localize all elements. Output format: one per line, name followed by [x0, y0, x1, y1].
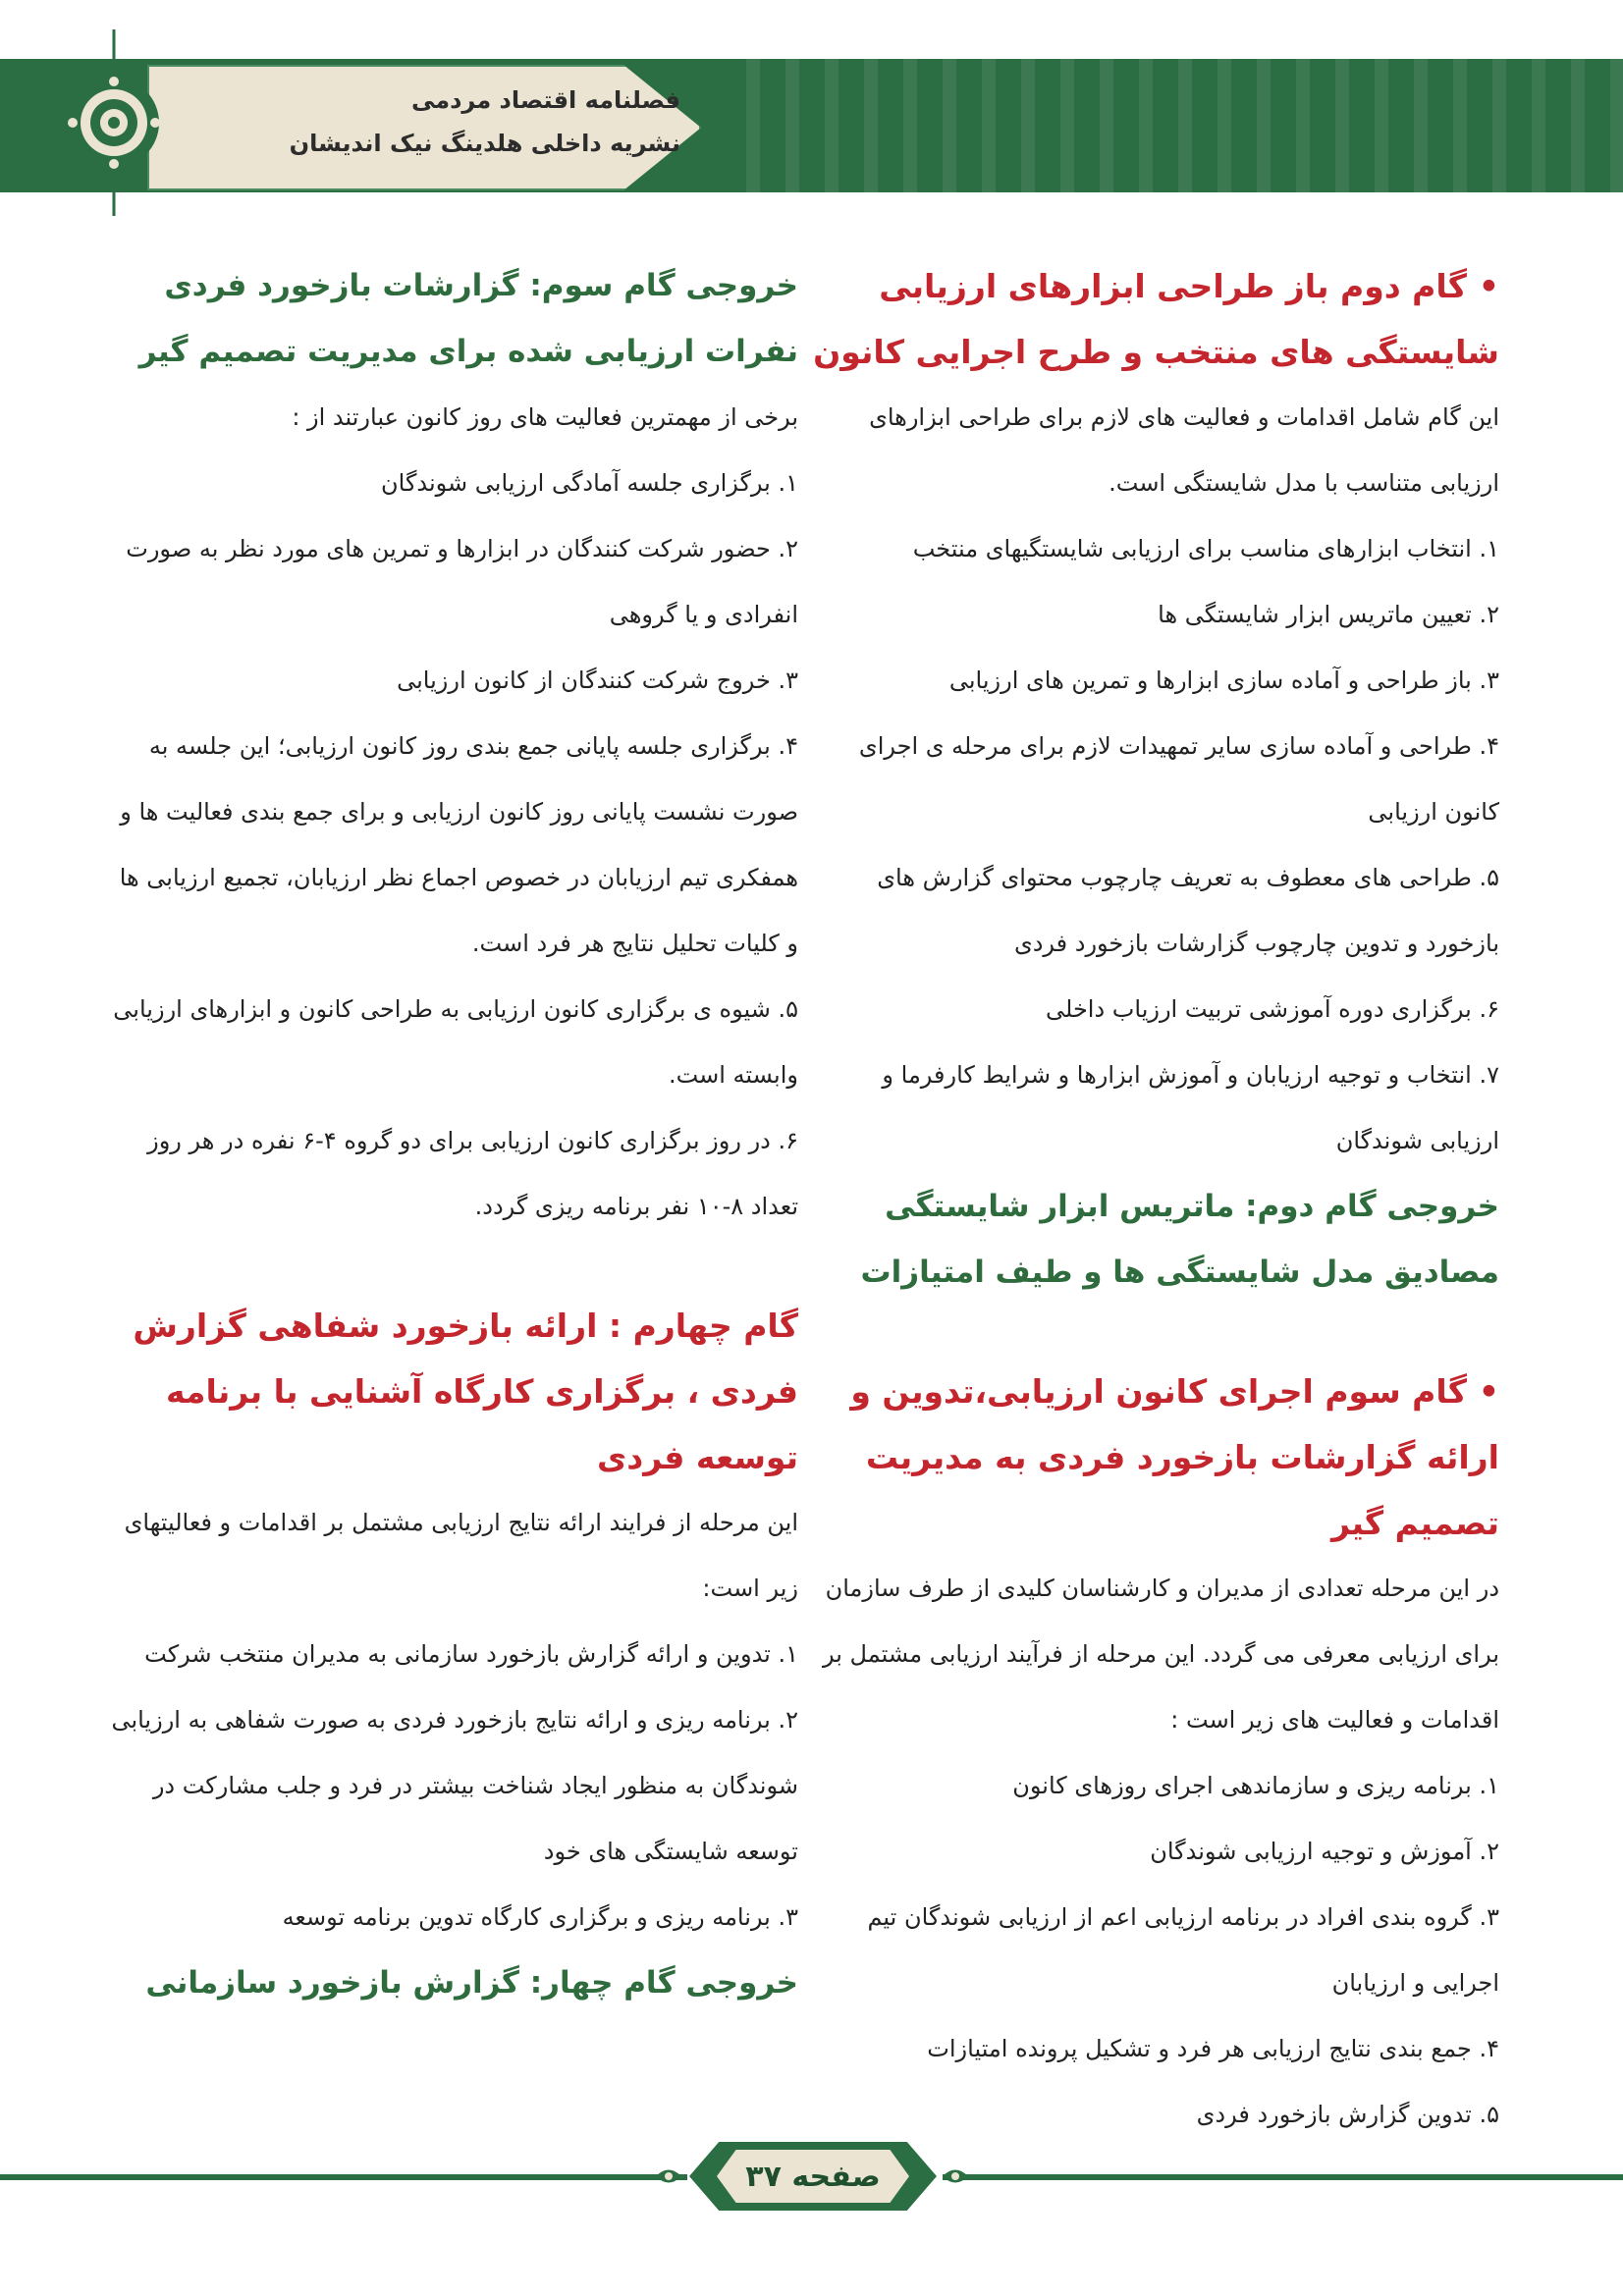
leaf-ornament-icon [941, 2162, 970, 2191]
list-item: ۲. آموزش و توجیه ارزیابی شوندگان [1150, 1838, 1499, 1865]
step4-intro: این مرحله از فرایند ارائه نتایج ارزیابی مشتمل بر اقدامات و فعالیتهای زیر است: [124, 1509, 798, 1602]
step3-output-intro: برخی از مهمترین فعالیت های روز کانون عبارتند از : [292, 403, 798, 431]
list-item: ۲. حضور شرکت کنندگان در ابزارها و تمرین های مورد نظر به صورت انفرادی و یا گروهی [126, 535, 798, 628]
publication-title: فصلنامه اقتصاد مردمی [410, 86, 680, 114]
spacer [812, 1306, 1499, 1359]
step3-heading-text: گام سوم اجرای کانون ارزیابی،تدوین و ارائه گزارشات بازخورد فردی به مدیریت تصمیم گیر [850, 1372, 1499, 1542]
left-column [111, 253, 798, 2016]
list-item: ۵. تدوین گزارش بازخورد فردی [1196, 2101, 1499, 2128]
bullet-icon: • [1478, 267, 1499, 305]
step4-list [111, 1622, 798, 1950]
step4-output: خروجی گام چهار: گزارش بازخورد سازمانی [145, 1965, 798, 2001]
list-item: ۱. انتخاب ابزارهای مناسب برای ارزیابی شایستگیهای منتخب [912, 535, 1499, 562]
step3-output-heading: خروجی گام سوم: گزارشات بازخورد فردی نفرات ارزیابی شده برای مدیریت تصمیم گیر [138, 268, 798, 369]
list-item: ۶. در روز برگزاری کانون ارزیابی برای دو گروه ۴-۶ نفره در هر روز تعداد ۸-۱۰ نفر برنامه ریزی گردد. [147, 1127, 798, 1220]
list-item: ۷. انتخاب و توجیه ارزیابان و آموزش ابزارها و شرایط کارفرما و ارزیابی شوندگان [882, 1061, 1499, 1154]
publication-subtitle: نشریه داخلی هلدینگ نیک اندیشان [289, 130, 680, 157]
step2-heading-text: گام دوم باز طراحی ابزارهای ارزیابی شایستگی های منتخب و طرح اجرایی کانون [813, 267, 1499, 371]
list-item: ۱. تدوین و ارائه گزارش بازخورد سازمانی به مدیران منتخب شرکت [144, 1640, 798, 1668]
list-item: ۵. طراحی های معطوف به تعریف چارچوب محتوای گزارش های بازخورد و تدوین چارچوب گزارشات بازخورد فردی [877, 864, 1499, 957]
list-item: ۱. برنامه ریزی و سازماندهی اجرای روزهای کانون [1012, 1772, 1499, 1799]
list-item: ۶. برگزاری دوره آموزشی تربیت ارزیاب داخلی [1046, 995, 1499, 1023]
center-day-activities-list [111, 451, 798, 1240]
footer-rule-left [0, 2174, 687, 2180]
ornamental-medallion-icon [65, 29, 163, 216]
spacer [111, 1240, 798, 1293]
step3-heading [812, 1359, 1499, 1556]
list-item: ۲. تعیین ماتریس ابزار شایستگی ها [1158, 601, 1499, 628]
header-stripes [746, 59, 1623, 192]
bullet-icon: • [1478, 1372, 1499, 1411]
footer-rule-right [943, 2174, 1623, 2180]
list-item: ۵. شیوه ی برگزاری کانون ارزیابی به طراحی کانون و ابزارهای ارزیابی وابسته است. [113, 995, 798, 1089]
page-number: صفحه ۳۷ [745, 2160, 881, 2194]
list-item: ۳. باز طراحی و آماده سازی ابزارها و تمرین های ارزیابی [948, 667, 1499, 694]
step2-heading [812, 253, 1499, 385]
right-column [812, 253, 1499, 2148]
step3-list [812, 1753, 1499, 2148]
list-item: ۴. جمع بندی نتایج ارزیابی هر فرد و تشکیل پرونده امتیازات [927, 2035, 1499, 2062]
leaf-ornament-icon [654, 2162, 683, 2191]
step4-heading: گام چهارم : ارائه بازخورد شفاهی گزارش فردی ، برگزاری کارگاه آشنایی با برنامه توسعه فردی [133, 1307, 798, 1476]
step3-intro: در این مرحله تعدادی از مدیران و کارشناسان کلیدی از طرف سازمان برای ارزیابی معرفی می گردد. این مرحله از فرآیند ارزیابی مشتمل بر اقدامات و فعالیت های زیر است : [822, 1575, 1499, 1734]
list-item: ۳. برنامه ریزی و برگزاری کارگاه تدوین برنامه توسعه [282, 1903, 798, 1931]
step2-output: خروجی گام دوم: ماتریس ابزار شایستگی مصادیق مدل شایستگی ها و طیف امتیازات [860, 1189, 1499, 1290]
step2-intro: این گام شامل اقدامات و فعالیت های لازم برای طراحی ابزارهای ارزیابی متناسب با مدل شایستگی است. [869, 403, 1499, 497]
list-item: ۳. خروج شرکت کنندگان از کانون ارزیابی [397, 667, 798, 694]
list-item: ۳. گروه بندی افراد در برنامه ارزیابی اعم از ارزیابی شوندگان تیم اجرایی و ارزیابان [867, 1903, 1499, 1997]
list-item: ۱. برگزاری جلسه آمادگی ارزیابی شوندگان [381, 469, 798, 497]
list-item: ۴. برگزاری جلسه پایانی جمع بندی روز کانون ارزیابی؛ این جلسه به صورت نشست پایانی روز کانون ارزیابی و برای جمع بندی فعالیت ها و همفکری تیم ارزیابان در خصوص اجماع نظر ارزیابان، تجمیع ارزیابی ها و کلیات تحلیل نتایج هر فرد است. [119, 732, 798, 957]
list-item: ۲. برنامه ریزی و ارائه نتایج بازخورد فردی به صورت شفاهی به ارزیابی شوندگان به منظور ایجاد شناخت بیشتر در فرد و جلب مشارکت در توسعه شایستگی های خود [111, 1706, 798, 1865]
list-item: ۴. طراحی و آماده سازی سایر تمهیدات لازم برای مرحله ی اجرای کانون ارزیابی [858, 732, 1499, 826]
step2-list [812, 516, 1499, 1174]
header-plate [147, 65, 701, 190]
